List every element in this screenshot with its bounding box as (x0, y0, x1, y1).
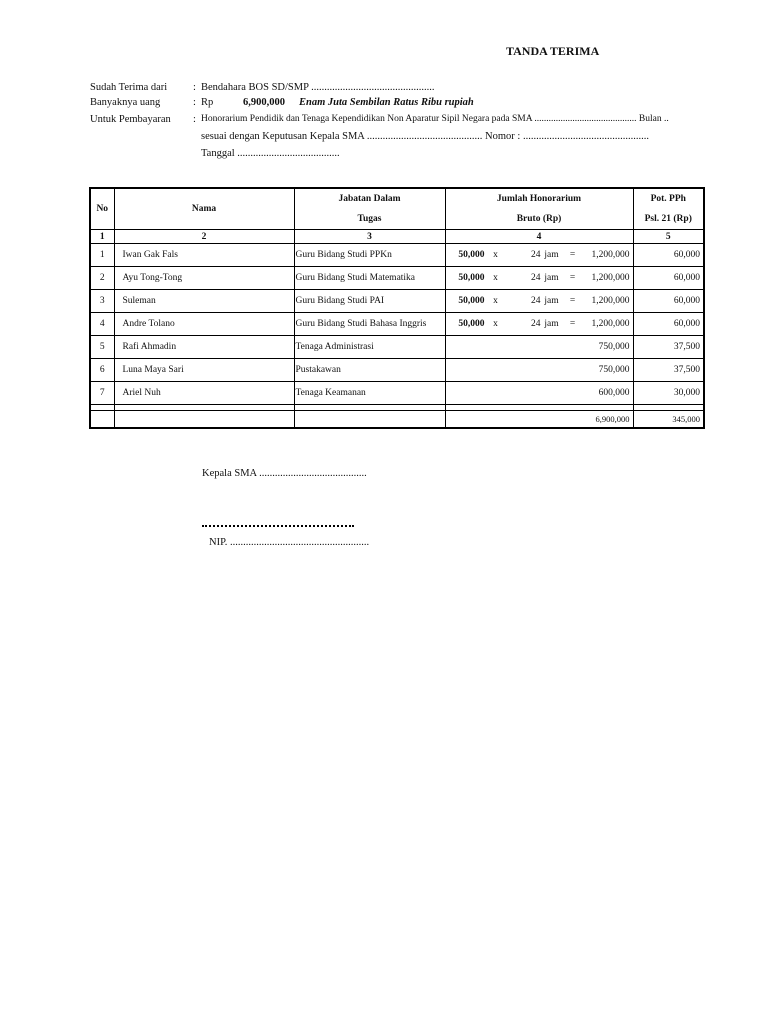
total-row (90, 411, 704, 429)
column-number: 4 (445, 230, 633, 244)
table-row (90, 313, 704, 336)
row-no: 2 (90, 267, 114, 290)
table-row (90, 336, 704, 359)
row-name: Suleman (114, 290, 294, 313)
header-position: Jabatan Dalam Tugas (294, 188, 445, 230)
row-name: Luna Maya Sari (114, 359, 294, 382)
row-gross: 600,000 (445, 382, 633, 405)
row-position: Pustakawan (294, 359, 445, 382)
signature-line (202, 522, 354, 527)
row-name: Ayu Tong-Tong (114, 267, 294, 290)
row-position: Tenaga Administrasi (294, 336, 445, 359)
row-no: 7 (90, 382, 114, 405)
row-gross: 750,000 (445, 336, 633, 359)
honorarium-table (89, 187, 705, 429)
row-no: 3 (90, 290, 114, 313)
currency: Rp (201, 97, 214, 108)
column-number: 5 (633, 230, 704, 244)
table-header-row (90, 188, 704, 230)
header-no: No (90, 188, 114, 230)
amount-label: Banyaknya uang (90, 97, 161, 108)
purpose-line-3: Tanggal ....................................... (201, 148, 340, 159)
colon: : (193, 82, 196, 93)
received-from-label: Sudah Terima dari (90, 82, 168, 93)
colon: : (193, 114, 196, 125)
colon: : (193, 97, 196, 108)
row-name: Iwan Gak Fals (114, 244, 294, 267)
column-number: 3 (294, 230, 445, 244)
row-name: Rafi Ahmadin (114, 336, 294, 359)
header-name: Nama (114, 188, 294, 230)
row-gross: 50,000 x 24 jam = 1,200,000 (445, 267, 633, 290)
row-name: Andre Tolano (114, 313, 294, 336)
row-position: Guru Bidang Studi PPKn (294, 244, 445, 267)
row-tax: 30,000 (633, 382, 704, 405)
row-gross: 50,000 x 24 jam = 1,200,000 (445, 290, 633, 313)
table-row (90, 244, 704, 267)
table-row (90, 382, 704, 405)
amount-value: 6,900,000 (243, 97, 285, 108)
row-position: Tenaga Keamanan (294, 382, 445, 405)
table-row (90, 359, 704, 382)
total-gross: 6,900,000 (445, 411, 633, 429)
row-gross: 50,000 x 24 jam = 1,200,000 (445, 313, 633, 336)
row-tax: 60,000 (633, 244, 704, 267)
row-position: Guru Bidang Studi PAI (294, 290, 445, 313)
row-position: Guru Bidang Studi Matematika (294, 267, 445, 290)
column-number: 1 (90, 230, 114, 244)
row-gross: 750,000 (445, 359, 633, 382)
row-tax: 60,000 (633, 267, 704, 290)
row-tax: 60,000 (633, 313, 704, 336)
head-of-school-label: Kepala SMA ......................................... (202, 468, 367, 479)
row-no: 1 (90, 244, 114, 267)
row-tax: 37,500 (633, 336, 704, 359)
row-gross: 50,000 x 24 jam = 1,200,000 (445, 244, 633, 267)
row-name: Ariel Nuh (114, 382, 294, 405)
nip-label: NIP. ..................................................... (209, 537, 370, 548)
row-no: 4 (90, 313, 114, 336)
total-tax: 345,000 (633, 411, 704, 429)
amount-in-words: Enam Juta Sembilan Ratus Ribu rupiah (299, 97, 474, 108)
header-tax: Pot. PPh Psl. 21 (Rp) (633, 188, 704, 230)
table-row (90, 290, 704, 313)
header-gross: Jumlah Honorarium Bruto (Rp) (445, 188, 633, 230)
received-from-value: Bendahara BOS SD/SMP ............................................... (201, 82, 435, 93)
column-number-row (90, 230, 704, 244)
row-no: 5 (90, 336, 114, 359)
row-tax: 37,500 (633, 359, 704, 382)
purpose-label: Untuk Pembayaran (90, 114, 171, 125)
purpose-line-2: sesuai dengan Keputusan Kepala SMA ............................................ Nomor : ................................................ (201, 131, 649, 142)
table-row (90, 267, 704, 290)
row-tax: 60,000 (633, 290, 704, 313)
document-title: TANDA TERIMA (506, 44, 600, 58)
row-no: 6 (90, 359, 114, 382)
column-number: 2 (114, 230, 294, 244)
row-position: Guru Bidang Studi Bahasa Inggris (294, 313, 445, 336)
purpose-line-1: Honorarium Pendidik dan Tenaga Kependidikan Non Aparatur Sipil Negara pada SMA ........................................... Bulan .. (201, 114, 669, 124)
